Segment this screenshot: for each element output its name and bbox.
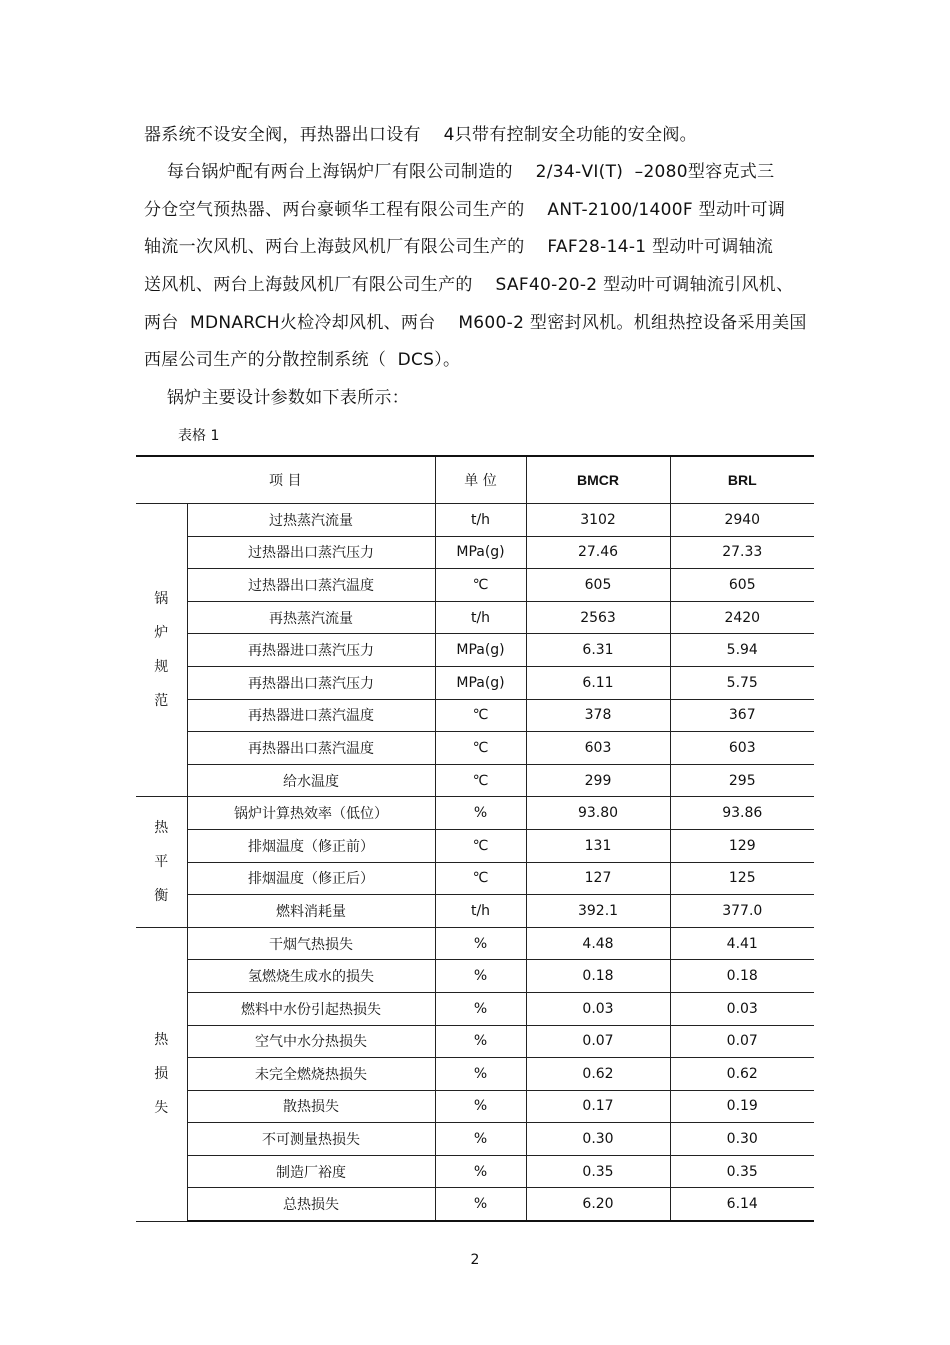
- bmcr-value-cell: 27.46: [526, 536, 670, 569]
- param-name-cell: 过热器出口蒸汽压力: [187, 536, 435, 569]
- table-row: [136, 927, 814, 960]
- unit-cell: %: [435, 797, 526, 830]
- param-name-cell: 过热器出口蒸汽温度: [187, 569, 435, 602]
- param-name-cell: 再热器出口蒸汽压力: [187, 666, 435, 699]
- paragraph-line: 送风机、两台上海鼓风机厂有限公司生产的 SAF40-20-2 型动叶可调轴流引风机、: [144, 275, 794, 295]
- header-bmcr: BMCR: [526, 456, 670, 504]
- param-name-cell: 燃料消耗量: [187, 895, 435, 928]
- table-row: [136, 536, 814, 569]
- table-body: [136, 456, 814, 1221]
- bmcr-value-cell: 93.80: [526, 797, 670, 830]
- brl-value-cell: 0.35: [670, 1155, 814, 1188]
- unit-cell: t/h: [435, 504, 526, 537]
- paragraph-line: 每台锅炉配有两台上海锅炉厂有限公司制造的 2/34-VI(T) –2080型容克式三: [144, 162, 775, 182]
- brl-value-cell: 0.30: [670, 1123, 814, 1156]
- bmcr-value-cell: 392.1: [526, 895, 670, 928]
- bmcr-value-cell: 0.17: [526, 1090, 670, 1123]
- bmcr-value-cell: 603: [526, 732, 670, 765]
- unit-cell: ℃: [435, 764, 526, 797]
- bmcr-value-cell: 299: [526, 764, 670, 797]
- group-label-char: 平: [154, 854, 169, 871]
- table-row: [136, 1155, 814, 1188]
- param-name-cell: 再热器进口蒸汽压力: [187, 634, 435, 667]
- unit-cell: %: [435, 992, 526, 1025]
- param-name-cell: 给水温度: [187, 764, 435, 797]
- param-name-cell: 过热蒸汽流量: [187, 504, 435, 537]
- bmcr-value-cell: 0.30: [526, 1123, 670, 1156]
- unit-cell: %: [435, 1188, 526, 1221]
- brl-value-cell: 6.14: [670, 1188, 814, 1221]
- bmcr-value-cell: 127: [526, 862, 670, 895]
- group-label-char: 锅: [154, 591, 169, 608]
- bmcr-value-cell: 0.62: [526, 1058, 670, 1091]
- unit-cell: %: [435, 927, 526, 960]
- brl-value-cell: 295: [670, 764, 814, 797]
- unit-cell: MPa(g): [435, 536, 526, 569]
- unit-cell: %: [435, 1025, 526, 1058]
- brl-value-cell: 603: [670, 732, 814, 765]
- bmcr-value-cell: 6.20: [526, 1188, 670, 1221]
- param-name-cell: 未完全燃烧热损失: [187, 1058, 435, 1091]
- brl-value-cell: 4.41: [670, 927, 814, 960]
- paragraph-line: 分仓空气预热器、两台豪顿华工程有限公司生产的 ANT-2100/1400F 型动叶可调: [144, 200, 786, 220]
- paragraph-line: 西屋公司生产的分散控制系统（ DCS）。: [144, 350, 461, 370]
- boiler-parameters-table: [136, 455, 814, 1222]
- group-label: [136, 927, 187, 1221]
- table-row: [136, 666, 814, 699]
- brl-value-cell: 2420: [670, 601, 814, 634]
- param-name-cell: 干烟气热损失: [187, 927, 435, 960]
- brl-value-cell: 0.62: [670, 1058, 814, 1091]
- unit-cell: %: [435, 1058, 526, 1091]
- bmcr-value-cell: 605: [526, 569, 670, 602]
- bmcr-value-cell: 0.07: [526, 1025, 670, 1058]
- param-name-cell: 不可测量热损失: [187, 1123, 435, 1156]
- brl-value-cell: 605: [670, 569, 814, 602]
- brl-value-cell: 2940: [670, 504, 814, 537]
- table-row: [136, 634, 814, 667]
- unit-cell: t/h: [435, 601, 526, 634]
- group-label-char: 炉: [154, 625, 169, 642]
- table-row: [136, 699, 814, 732]
- table-row: [136, 504, 814, 537]
- group-label: [136, 797, 187, 927]
- brl-value-cell: 0.03: [670, 992, 814, 1025]
- unit-cell: ℃: [435, 699, 526, 732]
- bmcr-value-cell: 2563: [526, 601, 670, 634]
- table-row: [136, 862, 814, 895]
- page-number: 2: [470, 1252, 480, 1268]
- header-unit: 单 位: [435, 456, 526, 504]
- group-label-char: 失: [154, 1100, 169, 1117]
- group-label-char: 范: [154, 693, 169, 710]
- param-name-cell: 再热器进口蒸汽温度: [187, 699, 435, 732]
- bmcr-value-cell: 3102: [526, 504, 670, 537]
- group-label-char: 损: [154, 1066, 169, 1083]
- paragraph-line: 轴流一次风机、两台上海鼓风机厂有限公司生产的 FAF28-14-1 型动叶可调轴流: [144, 237, 774, 257]
- table-row: [136, 1058, 814, 1091]
- param-name-cell: 燃料中水份引起热损失: [187, 992, 435, 1025]
- bmcr-value-cell: 6.31: [526, 634, 670, 667]
- param-name-cell: 空气中水分热损失: [187, 1025, 435, 1058]
- bmcr-value-cell: 6.11: [526, 666, 670, 699]
- table-row: [136, 960, 814, 993]
- group-label-char: 热: [154, 820, 169, 837]
- bmcr-value-cell: 0.35: [526, 1155, 670, 1188]
- unit-cell: %: [435, 1123, 526, 1156]
- unit-cell: MPa(g): [435, 666, 526, 699]
- unit-cell: t/h: [435, 895, 526, 928]
- param-name-cell: 总热损失: [187, 1188, 435, 1221]
- brl-value-cell: 367: [670, 699, 814, 732]
- unit-cell: ℃: [435, 732, 526, 765]
- group-label-char: 热: [154, 1032, 169, 1049]
- table-row: [136, 895, 814, 928]
- param-name-cell: 排烟温度（修正前）: [187, 829, 435, 862]
- group-label-char: 衡: [154, 888, 169, 905]
- brl-value-cell: 129: [670, 829, 814, 862]
- table-row: [136, 1025, 814, 1058]
- bmcr-value-cell: 131: [526, 829, 670, 862]
- unit-cell: ℃: [435, 569, 526, 602]
- table-row: [136, 1123, 814, 1156]
- unit-cell: %: [435, 1155, 526, 1188]
- param-name-cell: 锅炉计算热效率（低位）: [187, 797, 435, 830]
- paragraph-line: 器系统不设安全阀，再热器出口设有 4只带有控制安全功能的安全阀。: [144, 125, 697, 145]
- bmcr-value-cell: 0.03: [526, 992, 670, 1025]
- table-row: [136, 764, 814, 797]
- brl-value-cell: 0.19: [670, 1090, 814, 1123]
- bmcr-value-cell: 378: [526, 699, 670, 732]
- table-row: [136, 829, 814, 862]
- table-row: [136, 1188, 814, 1221]
- header-item: 项 目: [136, 456, 435, 504]
- param-name-cell: 散热损失: [187, 1090, 435, 1123]
- table-row: [136, 569, 814, 602]
- param-name-cell: 再热器出口蒸汽温度: [187, 732, 435, 765]
- table-header-row: [136, 456, 814, 504]
- unit-cell: ℃: [435, 862, 526, 895]
- table-row: [136, 797, 814, 830]
- brl-value-cell: 125: [670, 862, 814, 895]
- brl-value-cell: 93.86: [670, 797, 814, 830]
- param-name-cell: 制造厂裕度: [187, 1155, 435, 1188]
- table-row: [136, 992, 814, 1025]
- bmcr-value-cell: 4.48: [526, 927, 670, 960]
- unit-cell: ℃: [435, 829, 526, 862]
- paragraph-line: 锅炉主要设计参数如下表所示：: [144, 388, 410, 408]
- table-row: [136, 601, 814, 634]
- group-label-char: 规: [154, 659, 169, 676]
- brl-value-cell: 5.75: [670, 666, 814, 699]
- brl-value-cell: 0.18: [670, 960, 814, 993]
- param-name-cell: 排烟温度（修正后）: [187, 862, 435, 895]
- unit-cell: %: [435, 960, 526, 993]
- group-label: [136, 504, 187, 797]
- brl-value-cell: 5.94: [670, 634, 814, 667]
- table-caption: 表格 1: [178, 428, 220, 444]
- unit-cell: %: [435, 1090, 526, 1123]
- brl-value-cell: 0.07: [670, 1025, 814, 1058]
- bmcr-value-cell: 0.18: [526, 960, 670, 993]
- param-name-cell: 再热蒸汽流量: [187, 601, 435, 634]
- paragraph-line: 两台 MDNARCH火检冷却风机、两台 M600-2 型密封风机。机组热控设备采用美国: [144, 313, 807, 333]
- param-name-cell: 氢燃烧生成水的损失: [187, 960, 435, 993]
- unit-cell: MPa(g): [435, 634, 526, 667]
- brl-value-cell: 27.33: [670, 536, 814, 569]
- table-row: [136, 1090, 814, 1123]
- brl-value-cell: 377.0: [670, 895, 814, 928]
- table-row: [136, 732, 814, 765]
- header-brl: BRL: [670, 456, 814, 504]
